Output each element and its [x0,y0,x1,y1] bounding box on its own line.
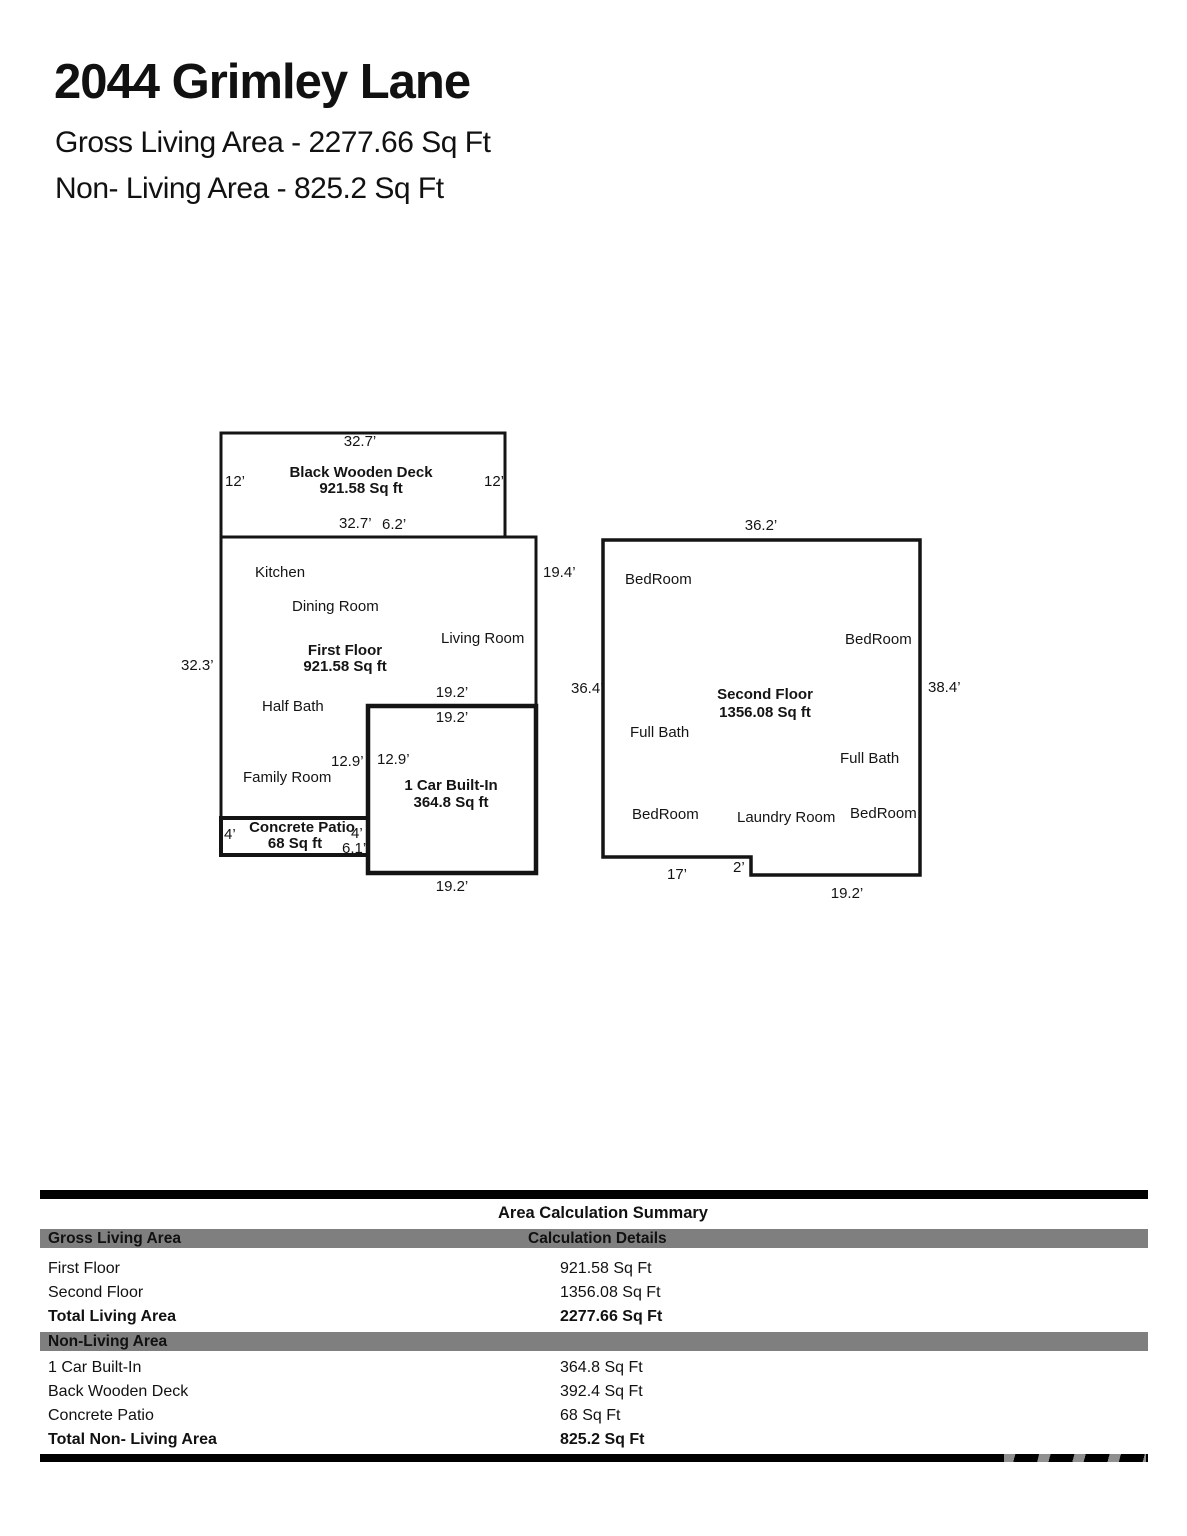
table-header-row [40,1229,1148,1248]
second-floor-left-dimension: 36.4’ [571,680,604,697]
calculation-details-header: Calculation Details [528,1230,667,1247]
patio-right-dimension: 4’ [351,825,363,842]
row-value: 825.2 Sq Ft [560,1431,645,1448]
full-bath-left-label: Full Bath [630,724,690,741]
non-living-area-header: Non-Living Area [48,1333,168,1350]
second-floor-name-label: Second Floor [717,686,813,703]
patio-name-label: Concrete Patio [249,819,355,836]
garage-left-dimension: 12.9’ [377,751,410,768]
first-floor-right-dimension: 19.4’ [543,564,576,581]
patio-area-label: 68 Sq ft [267,835,323,852]
half-bath-label: Half Bath [262,698,324,715]
living-room-label: Living Room [441,630,525,647]
deck-area-label: 921.58 Sq ft [319,480,403,497]
deck-name-label: Black Wooden Deck [289,464,433,481]
laundry-room-label: Laundry Room [737,809,836,826]
dining-room-label: Dining Room [292,598,379,615]
table-title: Area Calculation Summary [498,1204,708,1222]
row-label: 1 Car Built-In [48,1359,142,1376]
page-title: 2044 Grimley Lane [54,55,471,109]
second-floor-area-label: 1356.08 Sq ft [719,704,811,721]
full-bath-right-label: Full Bath [840,750,900,767]
gross-living-area-header: Gross Living Area [48,1230,181,1247]
first-floor-area-label: 921.58 Sq ft [303,658,387,675]
table-row [40,1356,1148,1380]
second-floor-bottom-left-dimension: 17’ [666,866,688,883]
row-value: 364.8 Sq Ft [560,1359,643,1376]
table-row [40,1257,1148,1281]
table-top-bar [40,1190,1148,1199]
second-floor-step-dimension: 2’ [733,859,745,876]
garage-area-label: 364.8 Sq ft [413,794,489,811]
row-label: Concrete Patio [48,1407,154,1424]
row-value: 921.58 Sq Ft [560,1260,652,1277]
second-floor-right-dimension: 38.4’ [928,679,961,696]
table-bottom-bar [40,1454,1148,1462]
notch-dimension-below: 19.2’ [435,709,469,726]
row-value: 2277.66 Sq Ft [560,1308,663,1325]
row-value: 68 Sq Ft [560,1407,621,1424]
bedroom-bottom-right-label: BedRoom [850,805,917,822]
first-floor-left-dimension: 32.3’ [181,657,214,674]
deck-left-dimension: 12’ [225,473,246,490]
bedroom-bottom-left-label: BedRoom [632,806,699,823]
row-label: Back Wooden Deck [48,1383,189,1400]
table-row [40,1404,1148,1428]
kitchen-label: Kitchen [255,564,306,581]
garage-bottom-dimension: 19.2’ [435,878,469,895]
garage-name-label: 1 Car Built-In [404,777,498,794]
watermark [1004,1454,1146,1462]
deck-top-dimension: 32.7’ [343,433,377,450]
row-value: 392.4 Sq Ft [560,1383,643,1400]
family-side-dimension: 12.9’ [331,753,364,770]
non-living-area-header-row [40,1332,1148,1351]
bedroom-top-left-label: BedRoom [625,571,692,588]
bedroom-right-label: BedRoom [845,631,912,648]
deck-offset-dimension: 6.2’ [382,516,407,533]
family-room-label: Family Room [243,769,332,786]
second-floor-top-dimension: 36.2’ [744,517,778,534]
row-label: Total Living Area [48,1308,177,1325]
row-label: First Floor [48,1260,120,1277]
row-label: Second Floor [48,1284,144,1301]
table-row [40,1380,1148,1404]
gross-living-area-subtitle: Gross Living Area - 2277.66 Sq Ft [55,126,491,159]
row-label: Total Non- Living Area [48,1431,217,1448]
patio-left-dimension: 4’ [224,826,236,843]
table-row [40,1281,1148,1305]
second-floor-bottom-right-dimension: 19.2’ [830,885,864,902]
first-floor-name-label: First Floor [307,642,383,659]
non-living-area-subtitle: Non- Living Area - 825.2 Sq Ft [55,172,444,205]
table-row-total-living [40,1305,1148,1329]
row-value: 1356.08 Sq Ft [560,1284,661,1301]
deck-bottom-dimension: 32.7’ [339,515,372,532]
deck-right-dimension: 12’ [484,473,505,490]
notch-dimension-above: 19.2’ [435,684,469,701]
table-row-total-non-living [40,1428,1148,1452]
patio-corner-dimension: 6.1’ [342,840,367,857]
